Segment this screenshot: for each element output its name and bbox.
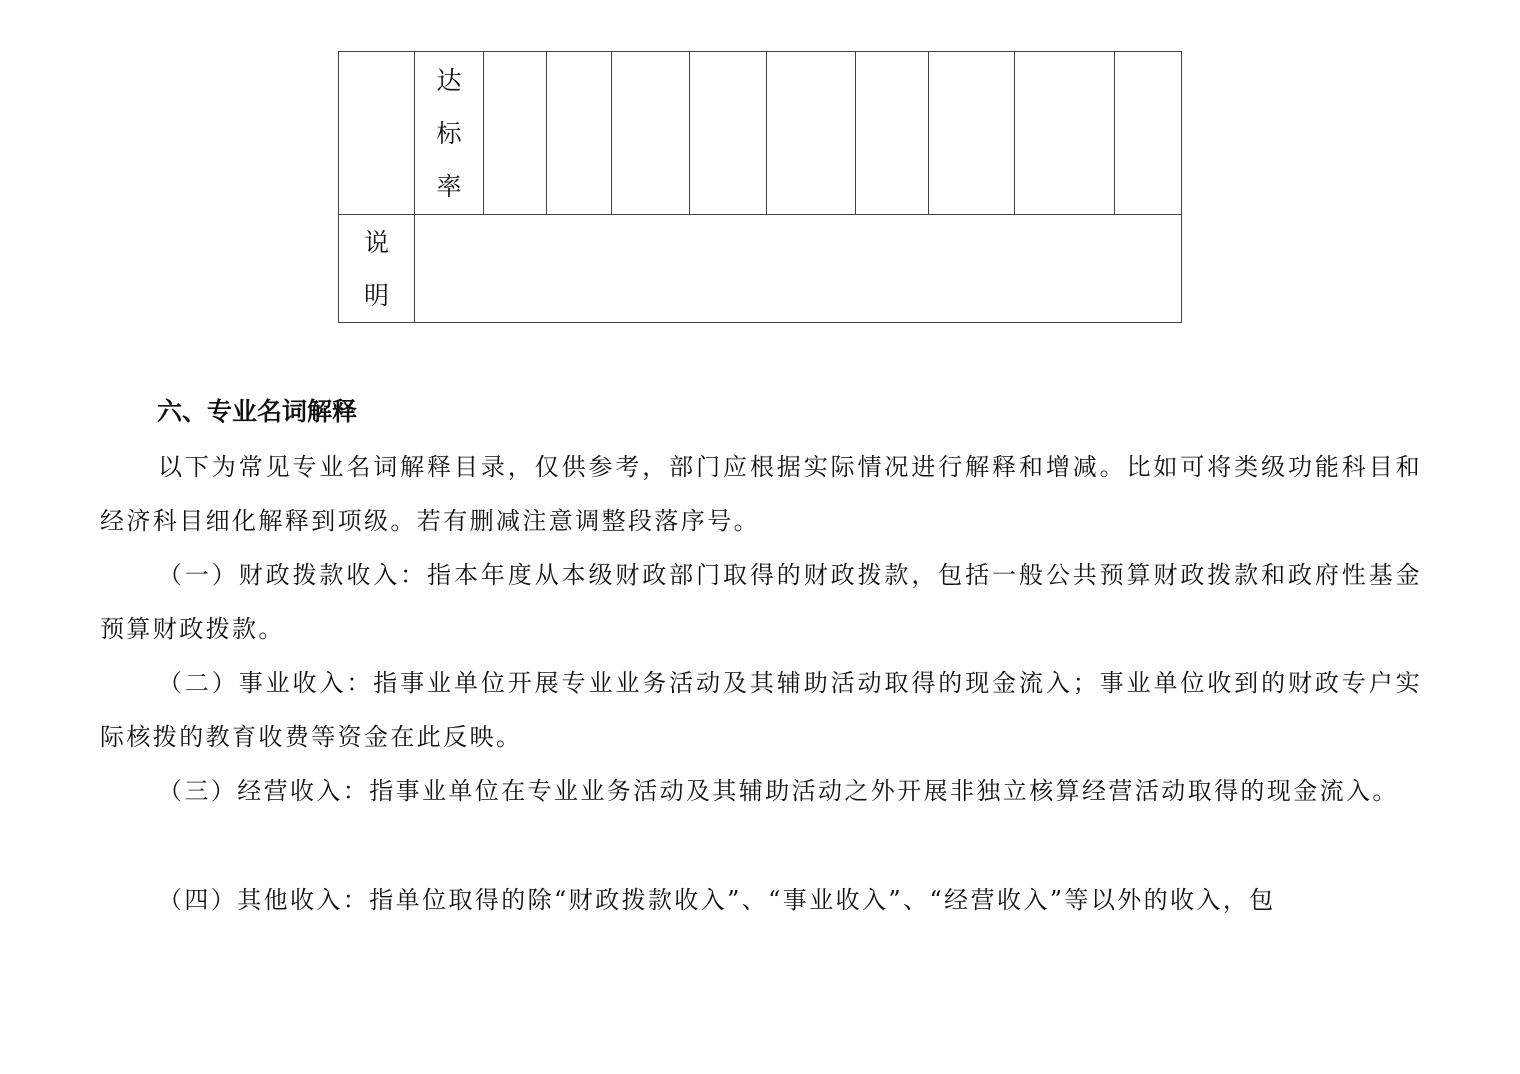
section-title: 六、专业名词解释 [157,397,358,426]
note-label: 说明 [363,227,389,310]
paragraph-item-3: （三）经营收入：指事业单位在专业业务活动及其辅助活动之外开展非独立核算经营活动取得的现金流入。 [158,777,1399,805]
table-cell-value [1115,52,1182,215]
table-row-note [339,215,1182,323]
table-cell-rate-label [415,52,484,215]
table-cell-value [484,52,547,215]
table-cell-note-label [339,215,415,323]
table-cell-empty [339,52,415,215]
paragraph-item-2: （二）事业收入：指事业单位开展专业业务活动及其辅助活动取得的现金流入；事业单位收到的财政专户实际核拨的教育收费等资金在此反映。 [100,669,1422,751]
table-cell-note-content [415,215,1182,323]
table-cell-value [856,52,929,215]
table-cell-value [547,52,612,215]
paragraph-item-1: （一）财政拨款收入：指本年度从本级财政部门取得的财政拨款，包括一般公共预算财政拨款和政府性基金预算财政拨款。 [100,561,1422,643]
table-cell-value [929,52,1015,215]
table-cell-value [690,52,767,215]
paragraph-intro: 以下为常见专业名词解释目录，仅供参考，部门应根据实际情况进行解释和增减。比如可将类级功能科目和经济科目细化解释到项级。若有删减注意调整段落序号。 [100,453,1422,535]
table-cell-value [612,52,690,215]
table-cell-value [1015,52,1115,215]
rate-label: 达标率 [436,65,462,201]
performance-table [338,51,1182,323]
table-row-rate [339,52,1182,215]
paragraph-item-4: （四）其他收入：指单位取得的除“财政拨款收入”、“事业收入”、“经营收入”等以外的收入，包 [158,886,1276,914]
table-cell-value [767,52,856,215]
